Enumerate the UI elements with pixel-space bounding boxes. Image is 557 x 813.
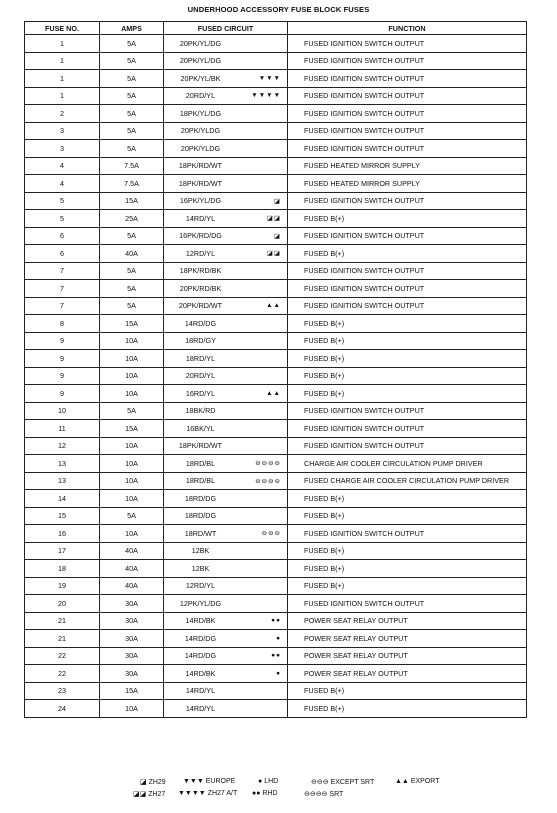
fuse-no-cell: 1 [25,52,100,70]
fuse-no-cell: 12 [25,437,100,455]
fused-circuit-cell [164,665,288,683]
option-marker: ◪◪ [266,215,281,223]
fused-circuit-cell [164,455,288,473]
function-cell: FUSED IGNITION SWITCH OUTPUT [288,525,527,543]
legend [0,776,557,806]
fuse-no-cell: 1 [25,35,100,53]
table-row [25,507,527,525]
function-cell: FUSED IGNITION SWITCH OUTPUT [288,122,527,140]
table-row [25,402,527,420]
amps-cell: 10A [100,332,164,350]
option-marker: ▼▼▼ [258,74,281,82]
function-cell: FUSED IGNITION SWITCH OUTPUT [288,140,527,158]
fused-circuit-cell [164,560,288,578]
fused-circuit-cell [164,245,288,263]
fused-circuit-cell [164,105,288,123]
fuse-no-cell: 11 [25,420,100,438]
fused-circuit-cell [164,280,288,298]
circuit-code: 18PK/RD/BK [179,266,222,276]
amps-cell: 30A [100,595,164,613]
function-cell: FUSED IGNITION SWITCH OUTPUT [288,420,527,438]
legend-item [252,790,278,797]
amps-cell: 10A [100,385,164,403]
fused-circuit-cell [164,227,288,245]
circuit-code: 12RD/YL [185,581,216,591]
fused-circuit-cell [164,682,288,700]
function-cell: FUSED IGNITION SWITCH OUTPUT [288,262,527,280]
legend-label: ZH27 A/T [207,790,238,797]
function-cell: POWER SEAT RELAY OUTPUT [288,665,527,683]
table-row [25,700,527,718]
fused-circuit-cell [164,525,288,543]
amps-cell: 10A [100,490,164,508]
function-cell: FUSED HEATED MIRROR SUPPLY [288,157,527,175]
circuit-code: 18PK/YL/DG [179,108,222,118]
fuse-no-cell: 17 [25,542,100,560]
amps-cell: 5A [100,227,164,245]
amps-cell: 15A [100,192,164,210]
amps-cell: 40A [100,560,164,578]
fuse-no-cell: 7 [25,280,100,298]
legend-label: LHD [264,778,279,785]
fused-circuit-cell [164,507,288,525]
option-marker: ● [276,634,281,642]
circuit-code: 18RD/BL [185,458,216,468]
table-row [25,157,527,175]
circuit-code: 18RD/DG [184,493,217,503]
fused-circuit-cell [164,402,288,420]
function-cell: FUSED CHARGE AIR COOLER CIRCULATION PUMP DRIVER [288,472,527,490]
amps-cell: 5A [100,262,164,280]
fused-circuit-cell [164,332,288,350]
amps-cell: 7.5A [100,175,164,193]
amps-cell: 5A [100,35,164,53]
amps-cell: 10A [100,455,164,473]
function-cell: FUSED IGNITION SWITCH OUTPUT [288,297,527,315]
fuse-no-cell: 5 [25,210,100,228]
legend-item [133,790,165,798]
circuit-code: 14RD/BK [185,668,216,678]
circuit-code: 18RD/BL [185,476,216,486]
function-cell: CHARGE AIR COOLER CIRCULATION PUMP DRIVER [288,455,527,473]
fused-circuit-cell [164,647,288,665]
amps-cell: 7.5A [100,157,164,175]
function-cell: POWER SEAT RELAY OUTPUT [288,647,527,665]
circuit-code: 16RD/YL [185,388,216,398]
circuit-code: 18PK/RD/WT [178,161,223,171]
table-row [25,630,527,648]
fused-circuit-cell [164,175,288,193]
circuit-code: 16PK/RD/DG [179,231,222,241]
function-cell: FUSED B(+) [288,682,527,700]
amps-cell: 30A [100,647,164,665]
amps-cell: 10A [100,367,164,385]
circuit-code: 16PK/YL/DG [179,196,222,206]
fused-circuit-cell [164,542,288,560]
fuse-no-cell: 6 [25,245,100,263]
fused-circuit-cell [164,350,288,368]
option-marker: ◪ [273,197,281,205]
fuse-no-cell: 22 [25,665,100,683]
fuse-no-cell: 4 [25,175,100,193]
fuse-no-cell: 1 [25,70,100,88]
table-row [25,647,527,665]
fuse-no-cell: 24 [25,700,100,718]
table-row [25,420,527,438]
fuse-no-cell: 13 [25,455,100,473]
option-marker: ● [276,669,281,677]
table-row [25,105,527,123]
amps-cell: 5A [100,52,164,70]
function-cell: FUSED IGNITION SWITCH OUTPUT [288,87,527,105]
fuse-no-cell: 4 [25,157,100,175]
table-body [25,35,527,718]
function-cell: FUSED IGNITION SWITCH OUTPUT [288,595,527,613]
function-cell: FUSED B(+) [288,385,527,403]
fuse-no-cell: 10 [25,402,100,420]
table-row [25,350,527,368]
legend-item [258,778,278,785]
table-row [25,227,527,245]
function-cell: FUSED B(+) [288,332,527,350]
function-cell: POWER SEAT RELAY OUTPUT [288,630,527,648]
table-row [25,455,527,473]
amps-cell: 15A [100,420,164,438]
table-row [25,385,527,403]
amps-cell: 40A [100,245,164,263]
legend-label: RHD [262,790,278,797]
amps-cell: 5A [100,87,164,105]
function-cell: FUSED B(+) [288,560,527,578]
fuse-no-cell: 21 [25,630,100,648]
table-row [25,140,527,158]
fused-circuit-cell [164,157,288,175]
fused-circuit-cell [164,52,288,70]
fuse-no-cell: 21 [25,612,100,630]
header-fuse-no: FUSE NO. [25,22,100,35]
fused-circuit-cell [164,420,288,438]
legend-label: SRT [329,791,344,798]
option-marker: ◪◪ [266,250,281,258]
circuit-code: 20PK/YLDG [180,143,221,153]
legend-symbol: ●● [252,790,261,797]
circuit-code: 18PK/RD/WT [178,441,223,451]
fused-circuit-cell [164,472,288,490]
fused-circuit-cell [164,437,288,455]
circuit-code: 18RD/WT [184,528,217,538]
table-row [25,665,527,683]
amps-cell: 5A [100,70,164,88]
function-cell: FUSED IGNITION SWITCH OUTPUT [288,52,527,70]
function-cell: FUSED IGNITION SWITCH OUTPUT [288,437,527,455]
circuit-code: 18BK/RD [185,406,216,416]
fuse-no-cell: 3 [25,140,100,158]
circuit-code: 12RD/YL [185,248,216,258]
option-marker: ⊖⊖⊖⊖ [255,477,281,485]
fused-circuit-cell [164,297,288,315]
circuit-code: 20PK/RD/WT [178,301,223,311]
amps-cell: 30A [100,665,164,683]
table-header-row [25,22,527,35]
function-cell: FUSED B(+) [288,350,527,368]
fused-circuit-cell [164,490,288,508]
option-marker: ●● [271,652,281,660]
legend-symbol: ● [258,778,263,785]
header-function: FUNCTION [288,22,527,35]
legend-label: EUROPE [205,778,236,785]
page-title: UNDERHOOD ACCESSORY FUSE BLOCK FUSES [187,5,370,14]
amps-cell: 10A [100,472,164,490]
function-cell: FUSED IGNITION SWITCH OUTPUT [288,227,527,245]
circuit-code: 20PK/YL/DG [179,38,222,48]
legend-label: EXPORT [410,778,440,785]
amps-cell: 25A [100,210,164,228]
amps-cell: 5A [100,105,164,123]
table-row [25,35,527,53]
circuit-code: 12BK [191,563,210,573]
fuse-no-cell: 2 [25,105,100,123]
amps-cell: 10A [100,437,164,455]
option-marker: ⊖⊖⊖ [261,530,281,538]
circuit-code: 18RD/GY [185,336,216,346]
fuse-no-cell: 14 [25,490,100,508]
fuse-no-cell: 7 [25,262,100,280]
legend-item [140,778,166,786]
function-cell: FUSED B(+) [288,577,527,595]
fused-circuit-cell [164,612,288,630]
fuse-no-cell: 19 [25,577,100,595]
fuse-no-cell: 8 [25,315,100,333]
legend-symbol: ⊖⊖⊖ [311,779,329,786]
function-cell: FUSED B(+) [288,245,527,263]
fuse-no-cell: 9 [25,367,100,385]
legend-label: EXCEPT SRT [330,779,375,786]
function-cell: FUSED B(+) [288,700,527,718]
amps-cell: 5A [100,140,164,158]
table-row [25,262,527,280]
amps-cell: 15A [100,682,164,700]
legend-item [304,790,343,798]
fuse-no-cell: 16 [25,525,100,543]
legend-symbol: ▼▼▼▼ [178,790,206,797]
fused-circuit-cell [164,595,288,613]
fused-circuit-cell [164,87,288,105]
legend-item [178,790,237,797]
fused-circuit-cell [164,630,288,648]
function-cell: FUSED B(+) [288,210,527,228]
legend-symbol: ⊖⊖⊖⊖ [304,791,328,798]
circuit-code: 14RD/DG [184,318,217,328]
circuit-code: 20RD/YL [185,371,216,381]
circuit-code: 14RD/DG [184,633,217,643]
table-row [25,682,527,700]
option-marker: ▲▲ [266,302,281,310]
circuit-code: 16BK/YL [186,423,215,433]
table-row [25,280,527,298]
fused-circuit-cell [164,192,288,210]
option-marker: ●● [271,617,281,625]
function-cell: FUSED B(+) [288,490,527,508]
table-row [25,332,527,350]
header-fused-circuit: FUSED CIRCUIT [164,22,288,35]
fused-circuit-cell [164,367,288,385]
circuit-code: 14RD/DG [184,651,217,661]
fused-circuit-cell [164,35,288,53]
table-row [25,192,527,210]
circuit-code: 18RD/DG [184,511,217,521]
table-row [25,437,527,455]
option-marker: ▲▲ [266,389,281,397]
table-row [25,70,527,88]
amps-cell: 5A [100,507,164,525]
amps-cell: 30A [100,630,164,648]
legend-symbol: ◪◪ [133,791,147,798]
table-row [25,542,527,560]
circuit-code: 14RD/YL [185,686,216,696]
circuit-code: 14RD/YL [185,703,216,713]
header-amps: AMPS [100,22,164,35]
fuse-no-cell: 1 [25,87,100,105]
amps-cell: 40A [100,542,164,560]
fuse-no-cell: 20 [25,595,100,613]
option-marker: ⊖⊖⊖⊖ [255,460,281,468]
option-marker: ▼▼▼▼ [251,92,281,100]
fuse-no-cell: 6 [25,227,100,245]
circuit-code: 18RD/YL [185,353,216,363]
fused-circuit-cell [164,700,288,718]
amps-cell: 5A [100,280,164,298]
fused-circuit-cell [164,140,288,158]
amps-cell: 10A [100,350,164,368]
legend-symbol: ◪ [140,779,147,786]
fuse-no-cell: 7 [25,297,100,315]
fused-circuit-cell [164,315,288,333]
fused-circuit-cell [164,385,288,403]
fuse-no-cell: 18 [25,560,100,578]
table-row [25,52,527,70]
legend-item [395,778,439,785]
function-cell: FUSED IGNITION SWITCH OUTPUT [288,402,527,420]
function-cell: FUSED B(+) [288,315,527,333]
fused-circuit-cell [164,210,288,228]
circuit-code: 20PK/YL/BK [180,73,221,83]
fused-circuit-cell [164,122,288,140]
function-cell: FUSED IGNITION SWITCH OUTPUT [288,105,527,123]
amps-cell: 40A [100,577,164,595]
legend-item [183,778,235,785]
legend-label: ZH29 [148,779,166,786]
fuse-no-cell: 5 [25,192,100,210]
function-cell: POWER SEAT RELAY OUTPUT [288,612,527,630]
amps-cell: 5A [100,402,164,420]
fuse-no-cell: 9 [25,350,100,368]
fuse-table [24,21,527,718]
fused-circuit-cell [164,70,288,88]
circuit-code: 20PK/YLDG [180,126,221,136]
circuit-code: 12BK [191,546,210,556]
table-row [25,87,527,105]
function-cell: FUSED B(+) [288,507,527,525]
table-row [25,122,527,140]
legend-symbol: ▲▲ [395,778,409,785]
table-row [25,245,527,263]
table-row [25,297,527,315]
function-cell: FUSED HEATED MIRROR SUPPLY [288,175,527,193]
function-cell: FUSED IGNITION SWITCH OUTPUT [288,35,527,53]
circuit-code: 20PK/RD/BK [179,283,222,293]
function-cell: FUSED IGNITION SWITCH OUTPUT [288,70,527,88]
function-cell: FUSED IGNITION SWITCH OUTPUT [288,280,527,298]
circuit-code: 18PK/RD/WT [178,178,223,188]
table-row [25,612,527,630]
amps-cell: 30A [100,612,164,630]
fuse-no-cell: 22 [25,647,100,665]
table-row [25,175,527,193]
table-row [25,367,527,385]
fused-circuit-cell [164,262,288,280]
amps-cell: 10A [100,525,164,543]
fuse-no-cell: 23 [25,682,100,700]
amps-cell: 15A [100,315,164,333]
legend-item [311,778,374,786]
circuit-code: 14RD/YL [185,213,216,223]
amps-cell: 5A [100,122,164,140]
table-row [25,525,527,543]
table-row [25,577,527,595]
circuit-code: 12PK/YL/DG [179,598,222,608]
fuse-no-cell: 13 [25,472,100,490]
fuse-no-cell: 15 [25,507,100,525]
circuit-code: 20PK/YL/DG [179,56,222,66]
fuse-no-cell: 9 [25,332,100,350]
table-row [25,560,527,578]
circuit-code: 14RD/BK [185,616,216,626]
amps-cell: 10A [100,700,164,718]
table-row [25,472,527,490]
fuse-no-cell: 3 [25,122,100,140]
fused-circuit-cell [164,577,288,595]
table-row [25,490,527,508]
circuit-code: 20RD/YL [185,91,216,101]
legend-label: ZH27 [148,791,166,798]
legend-symbol: ▼▼▼ [183,778,204,785]
function-cell: FUSED B(+) [288,542,527,560]
fuse-no-cell: 9 [25,385,100,403]
amps-cell: 5A [100,297,164,315]
table-row [25,315,527,333]
table-row [25,210,527,228]
table-row [25,595,527,613]
function-cell: FUSED IGNITION SWITCH OUTPUT [288,192,527,210]
function-cell: FUSED B(+) [288,367,527,385]
option-marker: ◪ [273,232,281,240]
